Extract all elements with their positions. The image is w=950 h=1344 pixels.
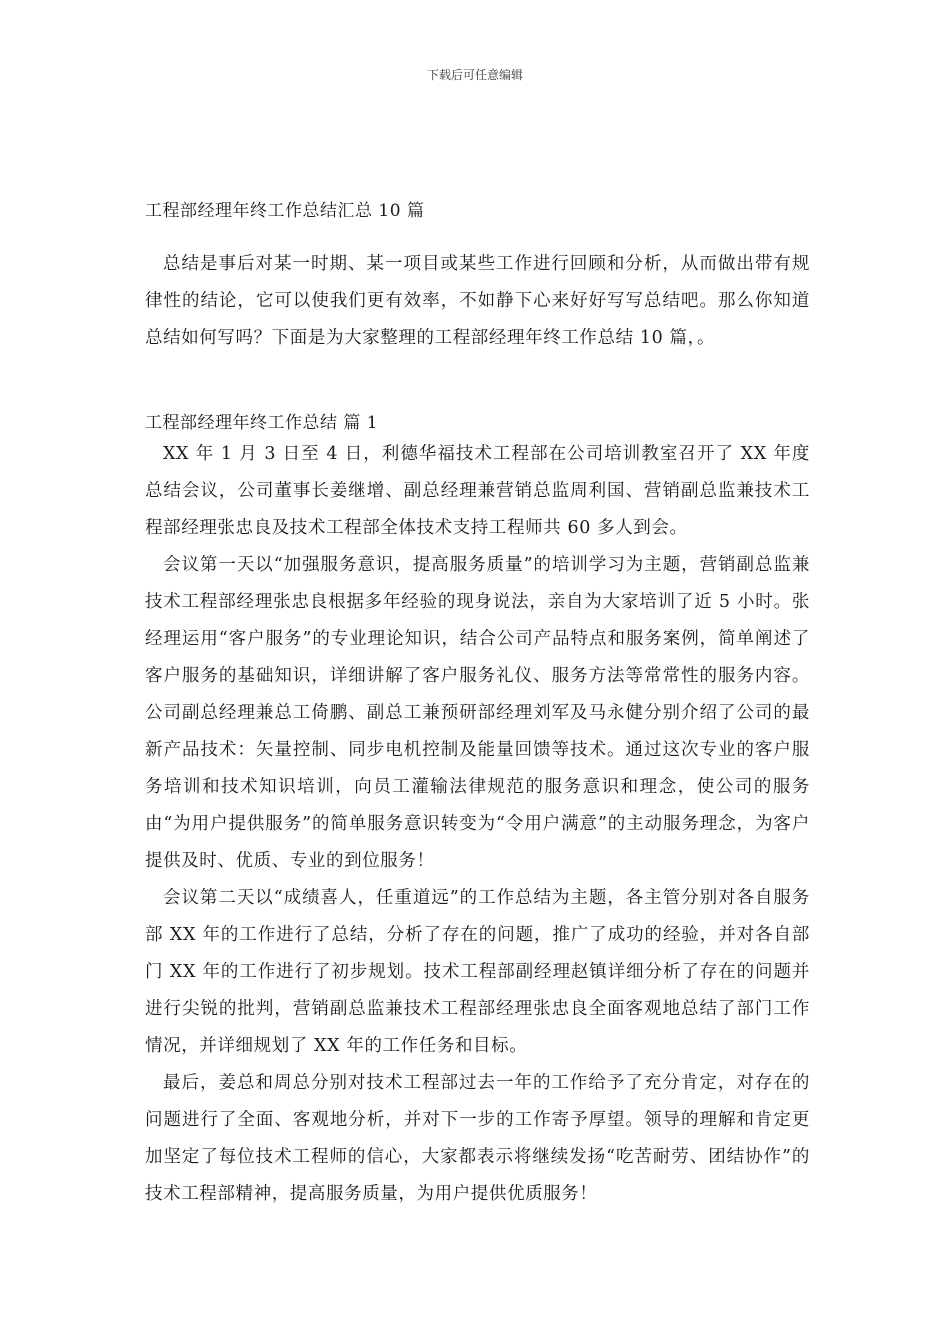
intro-block [145, 246, 810, 357]
section-body [145, 436, 810, 1213]
body-paragraph-3: 会议第二天以“成绩喜人，任重道远”的工作总结为主题，各主管分别对各自服务部 XX 年的工作进行了总结，分析了存在的问题，推广了成功的经验，并对各自部门 XX 年的工作进行了初步规划。技术工程部副经理赵镇详细分析了存在的问题并进行尖锐的批判，营销副总监兼技术工程部经理张忠良全面客观地总结了部门工作情况，并详细规划了 XX 年的工作任务和目标。 [145, 888, 810, 1056]
body-paragraph-4: 最后，姜总和周总分别对技术工程部过去一年的工作给予了充分肯定，对存在的问题进行了全面、客观地分析，并对下一步的工作寄予厚望。领导的理解和肯定更加坚定了每位技术工程师的信心，大家都表示将继续发扬“吃苦耐劳、团结协作”的技术工程部精神，提高服务质量，为用户提供优质服务！ [145, 1073, 810, 1204]
section-heading: 工程部经理年终工作总结 篇 1 [145, 413, 379, 433]
body-paragraph-2: 会议第一天以“加强服务意识，提高服务质量”的培训学习为主题，营销副总监兼技术工程部经理张忠良根据多年经验的现身说法，亲自为大家培训了近 5 小时。张经理运用“客户服务”的专业理论知识，结合公司产品特点和服务案例，简单阐述了客户服务的基础知识，详细讲解了客户服务礼仪、服务方法等常常性的服务内容。公司副总经理兼总工倚鹏、副总工兼预研部经理刘军及马永健分别介绍了公司的最新产品技术：矢量控制、同步电机控制及能量回馈等技术。通过这次专业的客户服务培训和技术知识培训，向员工灌输法律规范的服务意识和理念，使公司的服务由“为用户提供服务”的简单服务意识转变为“令用户满意”的主动服务理念，为客户提供及时、优质、专业的到位服务！ [145, 555, 810, 871]
intro-paragraph: 总结是事后对某一时期、某一项目或某些工作进行回顾和分析，从而做出带有规律性的结论，它可以使我们更有效率，不如静下心来好好写写总结吧。那么你知道总结如何写吗？下面是为大家整理的工程部经理年终工作总结 10 篇，。 [145, 254, 810, 348]
document-title: 工程部经理年终工作总结汇总 10 篇 [145, 201, 425, 221]
body-paragraph-1: XX 年 1 月 3 日至 4 日，利德华福技术工程部在公司培训教室召开了 XX 年度总结会议，公司董事长姜继增、副总经理兼营销总监周利国、营销副总监兼技术工程部经理张忠良及技术工程部全体技术支持工程师共 60 多人到会。 [145, 444, 810, 538]
header-note: 下载后可任意编辑 [426, 68, 523, 82]
